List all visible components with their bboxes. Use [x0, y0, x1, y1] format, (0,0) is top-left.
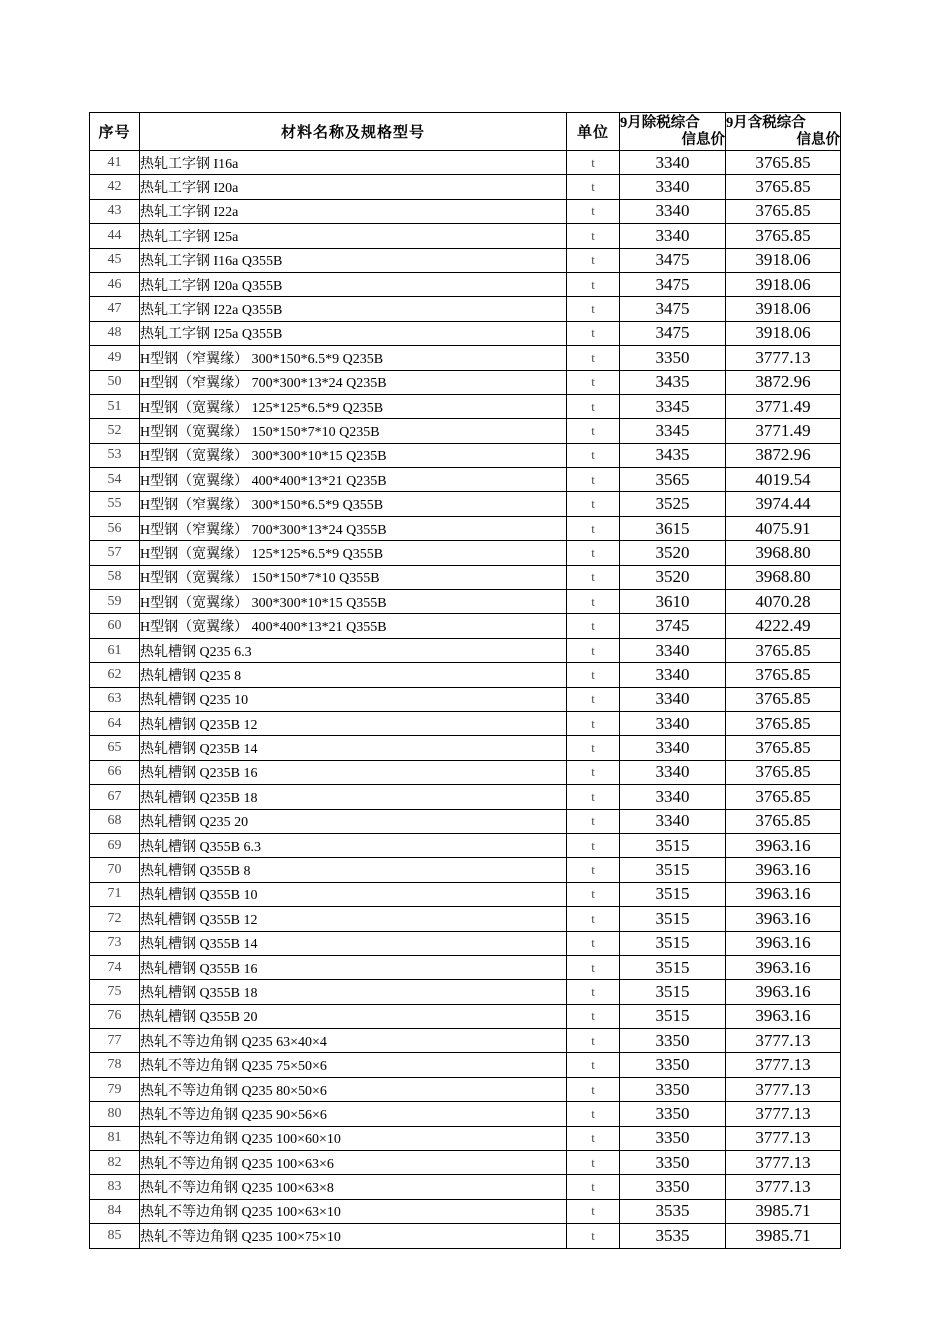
table-header	[90, 113, 841, 151]
row-unit-cell: t	[567, 516, 620, 540]
table-row	[90, 1126, 841, 1150]
row-unit-cell: t	[567, 980, 620, 1004]
row-unit-cell: t	[567, 224, 620, 248]
table-row	[90, 151, 841, 175]
row-material-name-cell: 热轧不等边角钢 Q235 63×40×4	[140, 1029, 567, 1053]
row-unit-cell: t	[567, 931, 620, 955]
row-in-tax-price-cell: 3765.85	[726, 809, 841, 833]
row-unit-cell: t	[567, 565, 620, 589]
row-material-name-cell: H型钢（宽翼缘） 125*125*6.5*9 Q355B	[140, 541, 567, 565]
table-row	[90, 955, 841, 979]
row-in-tax-price-cell: 4070.28	[726, 590, 841, 614]
row-index-cell: 67	[90, 785, 140, 809]
row-material-name-cell: 热轧槽钢 Q355B 14	[140, 931, 567, 955]
row-material-name-cell: H型钢（宽翼缘） 400*400*13*21 Q235B	[140, 468, 567, 492]
row-unit-cell: t	[567, 346, 620, 370]
row-ex-tax-price-cell: 3610	[620, 590, 726, 614]
row-ex-tax-price-cell: 3350	[620, 1029, 726, 1053]
row-in-tax-price-cell: 3765.85	[726, 638, 841, 662]
table-row	[90, 248, 841, 272]
row-in-tax-price-cell: 3963.16	[726, 833, 841, 857]
row-material-name-cell: 热轧槽钢 Q355B 16	[140, 955, 567, 979]
row-index-cell: 68	[90, 809, 140, 833]
row-in-tax-price-cell: 3765.85	[726, 151, 841, 175]
row-material-name-cell: H型钢（宽翼缘） 300*300*10*15 Q355B	[140, 590, 567, 614]
row-ex-tax-price-cell: 3350	[620, 1053, 726, 1077]
row-material-name-cell: 热轧工字钢 I16a	[140, 151, 567, 175]
row-index-cell: 58	[90, 565, 140, 589]
row-index-cell: 63	[90, 687, 140, 711]
row-in-tax-price-cell: 3777.13	[726, 1175, 841, 1199]
row-ex-tax-price-cell: 3515	[620, 980, 726, 1004]
row-in-tax-price-cell: 3918.06	[726, 297, 841, 321]
row-index-cell: 42	[90, 175, 140, 199]
row-material-name-cell: 热轧槽钢 Q355B 18	[140, 980, 567, 1004]
row-material-name-cell: H型钢（宽翼缘） 125*125*6.5*9 Q235B	[140, 394, 567, 418]
row-unit-cell: t	[567, 419, 620, 443]
row-material-name-cell: 热轧不等边角钢 Q235 100×75×10	[140, 1224, 567, 1248]
table-row	[90, 224, 841, 248]
row-index-cell: 73	[90, 931, 140, 955]
row-unit-cell: t	[567, 443, 620, 467]
row-in-tax-price-cell: 3765.85	[726, 199, 841, 223]
row-material-name-cell: H型钢（窄翼缘） 300*150*6.5*9 Q235B	[140, 346, 567, 370]
row-material-name-cell: 热轧工字钢 I22a Q355B	[140, 297, 567, 321]
row-index-cell: 74	[90, 955, 140, 979]
row-in-tax-price-cell: 3985.71	[726, 1199, 841, 1223]
row-unit-cell: t	[567, 297, 620, 321]
row-material-name-cell: H型钢（窄翼缘） 700*300*13*24 Q355B	[140, 516, 567, 540]
row-in-tax-price-cell: 3918.06	[726, 321, 841, 345]
material-price-table	[89, 112, 841, 1249]
row-in-tax-price-cell: 3765.85	[726, 175, 841, 199]
table-row	[90, 272, 841, 296]
row-in-tax-price-cell: 3963.16	[726, 931, 841, 955]
row-index-cell: 53	[90, 443, 140, 467]
row-in-tax-price-cell: 4222.49	[726, 614, 841, 638]
row-material-name-cell: H型钢（窄翼缘） 300*150*6.5*9 Q355B	[140, 492, 567, 516]
row-in-tax-price-cell: 3765.85	[726, 760, 841, 784]
table-row	[90, 858, 841, 882]
row-ex-tax-price-cell: 3520	[620, 541, 726, 565]
row-in-tax-price-cell: 3777.13	[726, 1029, 841, 1053]
row-ex-tax-price-cell: 3340	[620, 175, 726, 199]
row-ex-tax-price-cell: 3340	[620, 224, 726, 248]
row-in-tax-price-cell: 3765.85	[726, 663, 841, 687]
row-ex-tax-price-cell: 3475	[620, 297, 726, 321]
table-row	[90, 980, 841, 1004]
row-index-cell: 81	[90, 1126, 140, 1150]
table-row	[90, 1077, 841, 1101]
table-row	[90, 321, 841, 345]
row-ex-tax-price-cell: 3535	[620, 1224, 726, 1248]
row-ex-tax-price-cell: 3350	[620, 1077, 726, 1101]
row-index-cell: 56	[90, 516, 140, 540]
table-row	[90, 687, 841, 711]
table-row	[90, 1224, 841, 1248]
row-material-name-cell: 热轧工字钢 I20a	[140, 175, 567, 199]
row-index-cell: 75	[90, 980, 140, 1004]
row-unit-cell: t	[567, 1029, 620, 1053]
row-unit-cell: t	[567, 907, 620, 931]
row-unit-cell: t	[567, 785, 620, 809]
table-row	[90, 1053, 841, 1077]
table-row	[90, 199, 841, 223]
row-ex-tax-price-cell: 3340	[620, 785, 726, 809]
row-in-tax-price-cell: 3765.85	[726, 785, 841, 809]
table-row	[90, 638, 841, 662]
row-ex-tax-price-cell: 3475	[620, 272, 726, 296]
row-ex-tax-price-cell: 3515	[620, 882, 726, 906]
row-material-name-cell: H型钢（宽翼缘） 300*300*10*15 Q235B	[140, 443, 567, 467]
table-row	[90, 736, 841, 760]
row-material-name-cell: 热轧槽钢 Q235 6.3	[140, 638, 567, 662]
row-material-name-cell: 热轧工字钢 I20a Q355B	[140, 272, 567, 296]
row-index-cell: 64	[90, 711, 140, 735]
row-index-cell: 66	[90, 760, 140, 784]
row-in-tax-price-cell: 3963.16	[726, 907, 841, 931]
row-unit-cell: t	[567, 1151, 620, 1175]
column-header-material-name: 材料名称及规格型号	[140, 113, 567, 151]
row-unit-cell: t	[567, 614, 620, 638]
row-in-tax-price-cell: 3918.06	[726, 248, 841, 272]
row-ex-tax-price-cell: 3340	[620, 151, 726, 175]
row-ex-tax-price-cell: 3340	[620, 809, 726, 833]
row-ex-tax-price-cell: 3475	[620, 248, 726, 272]
row-index-cell: 44	[90, 224, 140, 248]
row-ex-tax-price-cell: 3515	[620, 858, 726, 882]
row-ex-tax-price-cell: 3515	[620, 931, 726, 955]
row-index-cell: 60	[90, 614, 140, 638]
row-index-cell: 82	[90, 1151, 140, 1175]
row-unit-cell: t	[567, 711, 620, 735]
row-in-tax-price-cell: 3963.16	[726, 858, 841, 882]
row-ex-tax-price-cell: 3515	[620, 907, 726, 931]
table-row	[90, 1199, 841, 1223]
row-unit-cell: t	[567, 492, 620, 516]
row-ex-tax-price-cell: 3475	[620, 321, 726, 345]
table-row	[90, 297, 841, 321]
row-ex-tax-price-cell: 3340	[620, 760, 726, 784]
row-ex-tax-price-cell: 3340	[620, 687, 726, 711]
table-row	[90, 346, 841, 370]
row-ex-tax-price-cell: 3340	[620, 199, 726, 223]
row-material-name-cell: 热轧不等边角钢 Q235 100×60×10	[140, 1126, 567, 1150]
row-index-cell: 43	[90, 199, 140, 223]
row-unit-cell: t	[567, 370, 620, 394]
row-ex-tax-price-cell: 3340	[620, 663, 726, 687]
row-in-tax-price-cell: 3872.96	[726, 370, 841, 394]
row-unit-cell: t	[567, 272, 620, 296]
row-unit-cell: t	[567, 1126, 620, 1150]
table-row	[90, 833, 841, 857]
row-material-name-cell: 热轧槽钢 Q235 10	[140, 687, 567, 711]
row-index-cell: 71	[90, 882, 140, 906]
row-index-cell: 65	[90, 736, 140, 760]
row-in-tax-price-cell: 3777.13	[726, 346, 841, 370]
row-material-name-cell: 热轧工字钢 I25a Q355B	[140, 321, 567, 345]
row-index-cell: 49	[90, 346, 140, 370]
row-index-cell: 41	[90, 151, 140, 175]
table-row	[90, 809, 841, 833]
row-index-cell: 57	[90, 541, 140, 565]
row-unit-cell: t	[567, 1077, 620, 1101]
row-material-name-cell: 热轧不等边角钢 Q235 90×56×6	[140, 1102, 567, 1126]
table-row	[90, 785, 841, 809]
row-index-cell: 46	[90, 272, 140, 296]
row-material-name-cell: 热轧工字钢 I22a	[140, 199, 567, 223]
row-ex-tax-price-cell: 3350	[620, 1175, 726, 1199]
row-in-tax-price-cell: 3974.44	[726, 492, 841, 516]
row-index-cell: 69	[90, 833, 140, 857]
table-row	[90, 370, 841, 394]
row-in-tax-price-cell: 4075.91	[726, 516, 841, 540]
row-index-cell: 83	[90, 1175, 140, 1199]
table-row	[90, 1029, 841, 1053]
row-in-tax-price-cell: 3777.13	[726, 1151, 841, 1175]
column-header-in-tax-price	[726, 113, 841, 151]
row-unit-cell: t	[567, 736, 620, 760]
row-unit-cell: t	[567, 1199, 620, 1223]
row-unit-cell: t	[567, 1004, 620, 1028]
column-header-in-tax-line2: 信息价	[796, 131, 840, 148]
column-header-ex-tax-price	[620, 113, 726, 151]
row-unit-cell: t	[567, 638, 620, 662]
column-header-in-tax-line1: 9月含税综合	[726, 114, 806, 131]
row-material-name-cell: 热轧槽钢 Q235B 14	[140, 736, 567, 760]
row-material-name-cell: 热轧槽钢 Q355B 8	[140, 858, 567, 882]
row-material-name-cell: 热轧不等边角钢 Q235 80×50×6	[140, 1077, 567, 1101]
row-unit-cell: t	[567, 1102, 620, 1126]
row-ex-tax-price-cell: 3565	[620, 468, 726, 492]
row-ex-tax-price-cell: 3435	[620, 370, 726, 394]
table-body	[90, 151, 841, 1249]
table-row	[90, 711, 841, 735]
table-row	[90, 590, 841, 614]
row-material-name-cell: 热轧不等边角钢 Q235 75×50×6	[140, 1053, 567, 1077]
row-index-cell: 50	[90, 370, 140, 394]
row-unit-cell: t	[567, 833, 620, 857]
table-row	[90, 1004, 841, 1028]
column-header-unit: 单位	[567, 113, 620, 151]
row-ex-tax-price-cell: 3515	[620, 955, 726, 979]
table-row	[90, 443, 841, 467]
table-row	[90, 468, 841, 492]
row-unit-cell: t	[567, 248, 620, 272]
table-row	[90, 492, 841, 516]
row-material-name-cell: 热轧槽钢 Q355B 10	[140, 882, 567, 906]
column-header-ex-tax-line2: 信息价	[681, 131, 725, 148]
row-unit-cell: t	[567, 321, 620, 345]
table-row	[90, 1102, 841, 1126]
row-unit-cell: t	[567, 1175, 620, 1199]
table-header-row	[90, 113, 841, 151]
row-index-cell: 61	[90, 638, 140, 662]
row-in-tax-price-cell: 3765.85	[726, 736, 841, 760]
row-ex-tax-price-cell: 3340	[620, 638, 726, 662]
row-material-name-cell: H型钢（窄翼缘） 700*300*13*24 Q235B	[140, 370, 567, 394]
row-in-tax-price-cell: 3918.06	[726, 272, 841, 296]
row-ex-tax-price-cell: 3515	[620, 833, 726, 857]
row-unit-cell: t	[567, 663, 620, 687]
row-ex-tax-price-cell: 3435	[620, 443, 726, 467]
row-index-cell: 79	[90, 1077, 140, 1101]
row-ex-tax-price-cell: 3340	[620, 736, 726, 760]
row-index-cell: 51	[90, 394, 140, 418]
table-row	[90, 614, 841, 638]
table-row	[90, 1151, 841, 1175]
row-material-name-cell: 热轧工字钢 I16a Q355B	[140, 248, 567, 272]
row-ex-tax-price-cell: 3350	[620, 1102, 726, 1126]
row-index-cell: 47	[90, 297, 140, 321]
row-ex-tax-price-cell: 3745	[620, 614, 726, 638]
row-in-tax-price-cell: 3985.71	[726, 1224, 841, 1248]
row-unit-cell: t	[567, 541, 620, 565]
row-material-name-cell: H型钢（宽翼缘） 150*150*7*10 Q355B	[140, 565, 567, 589]
row-ex-tax-price-cell: 3525	[620, 492, 726, 516]
row-material-name-cell: 热轧不等边角钢 Q235 100×63×10	[140, 1199, 567, 1223]
row-unit-cell: t	[567, 760, 620, 784]
row-unit-cell: t	[567, 687, 620, 711]
row-material-name-cell: 热轧槽钢 Q235B 18	[140, 785, 567, 809]
row-index-cell: 54	[90, 468, 140, 492]
row-in-tax-price-cell: 3963.16	[726, 980, 841, 1004]
column-header-ex-tax-line1: 9月除税综合	[620, 114, 700, 131]
row-ex-tax-price-cell: 3350	[620, 1126, 726, 1150]
table-row	[90, 419, 841, 443]
table-row	[90, 1175, 841, 1199]
row-in-tax-price-cell: 3963.16	[726, 955, 841, 979]
row-in-tax-price-cell: 4019.54	[726, 468, 841, 492]
row-ex-tax-price-cell: 3520	[620, 565, 726, 589]
row-ex-tax-price-cell: 3345	[620, 419, 726, 443]
material-price-table-container	[89, 112, 840, 1249]
row-unit-cell: t	[567, 955, 620, 979]
row-material-name-cell: 热轧槽钢 Q355B 12	[140, 907, 567, 931]
row-in-tax-price-cell: 3968.80	[726, 565, 841, 589]
row-in-tax-price-cell: 3765.85	[726, 687, 841, 711]
row-ex-tax-price-cell: 3345	[620, 394, 726, 418]
table-row	[90, 882, 841, 906]
row-material-name-cell: 热轧工字钢 I25a	[140, 224, 567, 248]
row-in-tax-price-cell: 3777.13	[726, 1102, 841, 1126]
row-in-tax-price-cell: 3963.16	[726, 882, 841, 906]
row-material-name-cell: H型钢（宽翼缘） 400*400*13*21 Q355B	[140, 614, 567, 638]
row-material-name-cell: 热轧不等边角钢 Q235 100×63×6	[140, 1151, 567, 1175]
row-ex-tax-price-cell: 3615	[620, 516, 726, 540]
table-row	[90, 541, 841, 565]
row-in-tax-price-cell: 3771.49	[726, 419, 841, 443]
row-ex-tax-price-cell: 3350	[620, 346, 726, 370]
row-index-cell: 84	[90, 1199, 140, 1223]
row-index-cell: 48	[90, 321, 140, 345]
row-unit-cell: t	[567, 151, 620, 175]
row-in-tax-price-cell: 3777.13	[726, 1126, 841, 1150]
row-index-cell: 52	[90, 419, 140, 443]
column-header-index: 序号	[90, 113, 140, 151]
row-unit-cell: t	[567, 468, 620, 492]
row-unit-cell: t	[567, 394, 620, 418]
row-unit-cell: t	[567, 1224, 620, 1248]
table-row	[90, 760, 841, 784]
table-row	[90, 931, 841, 955]
row-in-tax-price-cell: 3777.13	[726, 1077, 841, 1101]
table-row	[90, 394, 841, 418]
table-row	[90, 907, 841, 931]
row-index-cell: 55	[90, 492, 140, 516]
row-material-name-cell: 热轧槽钢 Q235B 16	[140, 760, 567, 784]
row-ex-tax-price-cell: 3350	[620, 1151, 726, 1175]
row-unit-cell: t	[567, 175, 620, 199]
row-index-cell: 76	[90, 1004, 140, 1028]
row-material-name-cell: 热轧槽钢 Q355B 20	[140, 1004, 567, 1028]
row-unit-cell: t	[567, 858, 620, 882]
row-material-name-cell: 热轧槽钢 Q235 8	[140, 663, 567, 687]
row-in-tax-price-cell: 3777.13	[726, 1053, 841, 1077]
row-index-cell: 78	[90, 1053, 140, 1077]
row-ex-tax-price-cell: 3340	[620, 711, 726, 735]
row-index-cell: 59	[90, 590, 140, 614]
row-in-tax-price-cell: 3968.80	[726, 541, 841, 565]
table-row	[90, 175, 841, 199]
row-index-cell: 77	[90, 1029, 140, 1053]
row-unit-cell: t	[567, 590, 620, 614]
row-in-tax-price-cell: 3765.85	[726, 711, 841, 735]
row-index-cell: 45	[90, 248, 140, 272]
row-ex-tax-price-cell: 3515	[620, 1004, 726, 1028]
row-material-name-cell: 热轧槽钢 Q235B 12	[140, 711, 567, 735]
row-index-cell: 62	[90, 663, 140, 687]
table-row	[90, 663, 841, 687]
row-ex-tax-price-cell: 3535	[620, 1199, 726, 1223]
row-in-tax-price-cell: 3872.96	[726, 443, 841, 467]
row-unit-cell: t	[567, 882, 620, 906]
row-index-cell: 85	[90, 1224, 140, 1248]
row-material-name-cell: H型钢（宽翼缘） 150*150*7*10 Q235B	[140, 419, 567, 443]
row-index-cell: 72	[90, 907, 140, 931]
row-index-cell: 80	[90, 1102, 140, 1126]
row-index-cell: 70	[90, 858, 140, 882]
row-material-name-cell: 热轧槽钢 Q355B 6.3	[140, 833, 567, 857]
row-material-name-cell: 热轧槽钢 Q235 20	[140, 809, 567, 833]
row-in-tax-price-cell: 3963.16	[726, 1004, 841, 1028]
row-unit-cell: t	[567, 199, 620, 223]
row-in-tax-price-cell: 3771.49	[726, 394, 841, 418]
row-unit-cell: t	[567, 809, 620, 833]
row-material-name-cell: 热轧不等边角钢 Q235 100×63×8	[140, 1175, 567, 1199]
row-in-tax-price-cell: 3765.85	[726, 224, 841, 248]
table-row	[90, 516, 841, 540]
row-unit-cell: t	[567, 1053, 620, 1077]
table-row	[90, 565, 841, 589]
